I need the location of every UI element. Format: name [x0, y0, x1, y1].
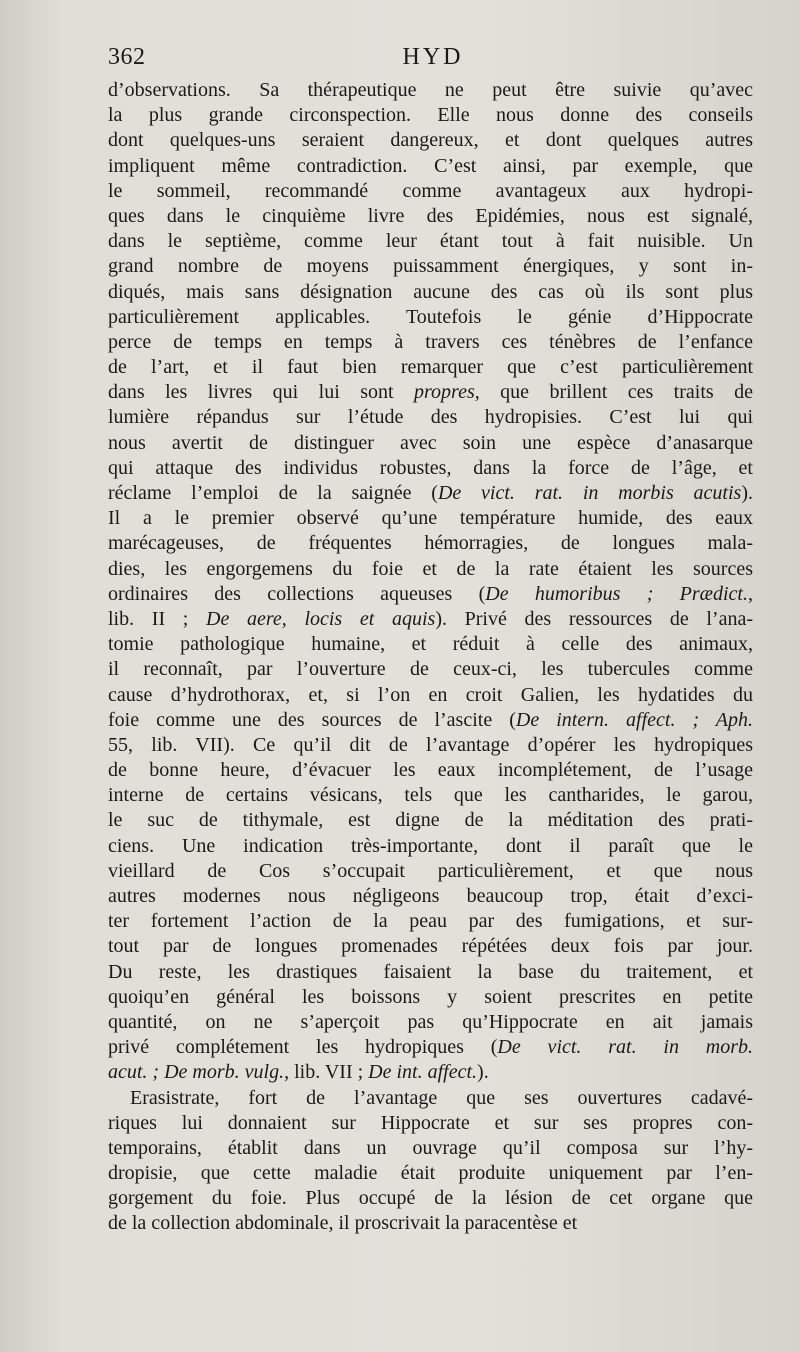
text-run: Erasistrate, fort de l’avantage que ses ouvertures cadavé- — [130, 1086, 753, 1109]
text-line — [108, 405, 753, 430]
text-run: cause d’hydrothorax, et, si l’on en croit Galien, les hydatides du — [108, 683, 753, 706]
page-header — [108, 44, 758, 78]
text-line — [108, 1035, 753, 1060]
text-line — [108, 1186, 753, 1211]
text-run: perce de temps en temps à travers ces ténèbres de l’enfance — [108, 330, 753, 353]
text-run: nous avertit de distinguer avec soin une espèce d’anasarque — [108, 431, 753, 454]
text-run: tomie pathologique humaine, et réduit à celle des animaux, — [108, 633, 753, 656]
text-line — [108, 1211, 753, 1236]
text-run: temporains, établit dans un ouvrage qu’il composa sur l’hy- — [108, 1136, 753, 1159]
italic-citation: De aere, locis et aquis — [206, 607, 436, 630]
text-line — [108, 380, 753, 405]
text-line — [108, 204, 753, 229]
text-line — [108, 607, 753, 632]
text-run: quantité, on ne s’aperçoit pas qu’Hippocrate en ait jamais — [108, 1010, 753, 1033]
text-line — [108, 456, 753, 481]
italic-citation: De vict. rat. in morbis acutis — [437, 482, 742, 504]
text-run: marécageuses, de fréquentes hémorragies, de longues mala- — [108, 532, 753, 555]
text-run: interne de certains vésicans, tels que les cantharides, le garou, — [108, 784, 753, 807]
text-run: , lib. — [284, 1061, 325, 1084]
text-run: Du reste, les drastiques faisaient la base du traitement, et — [108, 960, 753, 983]
text-run: ). Privé des ressources de l’ana- — [435, 607, 753, 630]
text-run: de bonne heure, d’évacuer les eaux incomplétement, de l’usage — [108, 759, 753, 782]
text-line — [108, 733, 753, 758]
text-run: VII — [324, 1061, 353, 1084]
text-line — [108, 657, 753, 682]
text-run: VII — [195, 733, 224, 756]
text-run: II — [151, 607, 166, 630]
text-run: , que brillent ces traits de — [474, 381, 753, 404]
text-run: le sommeil, recommandé comme avantageux aux hydropi- — [108, 179, 753, 202]
text-line — [108, 557, 753, 582]
text-line — [108, 1010, 753, 1035]
text-line — [108, 103, 753, 128]
text-run: réclame l’emploi de la saignée ( — [108, 482, 438, 504]
body-text — [108, 78, 753, 1237]
text-line — [108, 254, 753, 279]
text-line — [108, 1161, 753, 1186]
text-line — [108, 1136, 753, 1161]
text-run: lumière répandus sur l’étude des hydropisies. C’est lui qui — [108, 406, 753, 429]
text-line — [108, 884, 753, 909]
text-line — [108, 128, 753, 153]
text-run: ter fortement l’action de la peau par des fumigations, et sur- — [108, 910, 753, 933]
text-line — [108, 934, 753, 959]
text-line — [108, 305, 753, 330]
text-run: dans les livres qui lui sont — [108, 381, 414, 404]
italic-citation: De vict. rat. in morb. — [497, 1036, 753, 1059]
text-run: ordinaires des collections aqueuses ( — [108, 582, 486, 605]
text-run: riques lui donnaient sur Hippocrate et sur ses propres con- — [108, 1111, 753, 1134]
text-run: grand nombre de moyens puissamment énergiques, y sont in- — [108, 255, 753, 278]
italic-citation: propres — [413, 381, 475, 404]
text-line — [108, 708, 753, 733]
text-run: d’observations. Sa thérapeutique ne peut être suivie qu’avec — [108, 79, 753, 101]
text-line — [108, 985, 753, 1010]
text-run: il reconnaît, par l’ouverture de ceux-ci, les tubercules comme — [108, 658, 753, 681]
text-line — [108, 758, 753, 783]
text-run: tout par de longues promenades répétées deux fois par jour. — [108, 935, 753, 958]
text-line — [108, 859, 753, 884]
text-run: ; — [352, 1061, 369, 1084]
text-line — [108, 229, 753, 254]
italic-citation: De int. affect. — [368, 1061, 478, 1084]
text-line — [108, 531, 753, 556]
text-run: quoiqu’en général les boissons y soient prescrites en petite — [108, 985, 753, 1008]
text-line — [108, 179, 753, 204]
text-line — [108, 683, 753, 708]
text-run: foie comme une des sources de l’ascite ( — [108, 708, 516, 731]
text-line — [108, 834, 753, 859]
text-run: autres modernes nous négligeons beaucoup trop, était d’exci- — [108, 885, 753, 907]
text-run: gorgement du foie. Plus occupé de la lésion de cet organe que — [108, 1187, 753, 1210]
text-line — [108, 280, 753, 305]
text-run: ; — [165, 607, 206, 630]
text-run: le suc de tithymale, est digne de la méditation des prati- — [108, 809, 753, 832]
text-line — [108, 582, 753, 607]
text-line — [108, 1111, 753, 1136]
text-run: , — [748, 582, 753, 605]
text-run: 55, lib. — [108, 733, 196, 756]
text-run: diqués, mais sans désignation aucune des cas où ils sont plus — [108, 280, 753, 303]
text-run: ques dans le cinquième livre des Epidémies, nous est signalé, — [108, 204, 753, 227]
text-run: ). — [477, 1061, 489, 1084]
text-run: particulièrement applicables. Toutefois le génie d’Hippocrate — [108, 305, 753, 328]
text-run: ). Ce qu’il dit de l’avantage d’opérer les hydropiques — [223, 733, 753, 756]
text-run: lib. — [108, 607, 152, 630]
text-line — [108, 355, 753, 380]
text-line — [108, 783, 753, 808]
italic-citation: De humoribus ; Prædict. — [485, 582, 748, 605]
text-run: de l’art, et il faut bien remarquer que c’est particulièrement — [108, 356, 753, 379]
text-line — [108, 154, 753, 179]
text-line — [108, 506, 753, 531]
page-number: 362 — [108, 44, 146, 70]
text-run: de la collection abdominale, il proscrivait la paracentèse et — [108, 1212, 578, 1235]
text-line — [108, 1086, 753, 1111]
text-line — [108, 960, 753, 985]
text-run: dans le septième, comme leur étant tout à fait nuisible. Un — [108, 230, 753, 253]
text-line — [108, 909, 753, 934]
paragraph — [108, 1086, 753, 1237]
text-run: ciens. Une indication très-importante, dont il paraît que le — [108, 834, 753, 857]
text-run: dont quelques-uns seraient dangereux, et dont quelques autres — [108, 129, 753, 152]
text-run: dies, les engorgemens du foie et de la rate étaient les sources — [108, 557, 753, 580]
text-run: la plus grande circonspection. Elle nous donne des conseils — [108, 104, 753, 127]
text-line — [108, 808, 753, 833]
text-line — [108, 78, 753, 103]
text-run: qui attaque des individus robustes, dans la force de l’âge, et — [108, 456, 753, 479]
italic-citation: acut. ; De morb. vulg. — [108, 1061, 285, 1084]
text-run: impliquent même contradiction. C’est ainsi, par exemple, que — [108, 154, 753, 177]
italic-citation: De intern. affect. ; Aph. — [515, 708, 753, 731]
text-run: dropisie, que cette maladie était produite uniquement par l’en- — [108, 1162, 753, 1185]
text-line — [108, 1060, 753, 1085]
paragraph — [108, 78, 753, 1086]
text-line — [108, 632, 753, 657]
text-run: privé complétement les hydropiques ( — [108, 1036, 498, 1059]
text-run: ). — [741, 482, 753, 504]
text-line — [108, 431, 753, 456]
text-run: Il a le premier observé qu’une température humide, des eaux — [108, 507, 753, 530]
running-head: HYD — [402, 44, 464, 70]
text-line — [108, 330, 753, 355]
text-run: vieillard de Cos s’occupait particulièrement, et que nous — [108, 859, 753, 882]
text-line — [108, 481, 753, 506]
